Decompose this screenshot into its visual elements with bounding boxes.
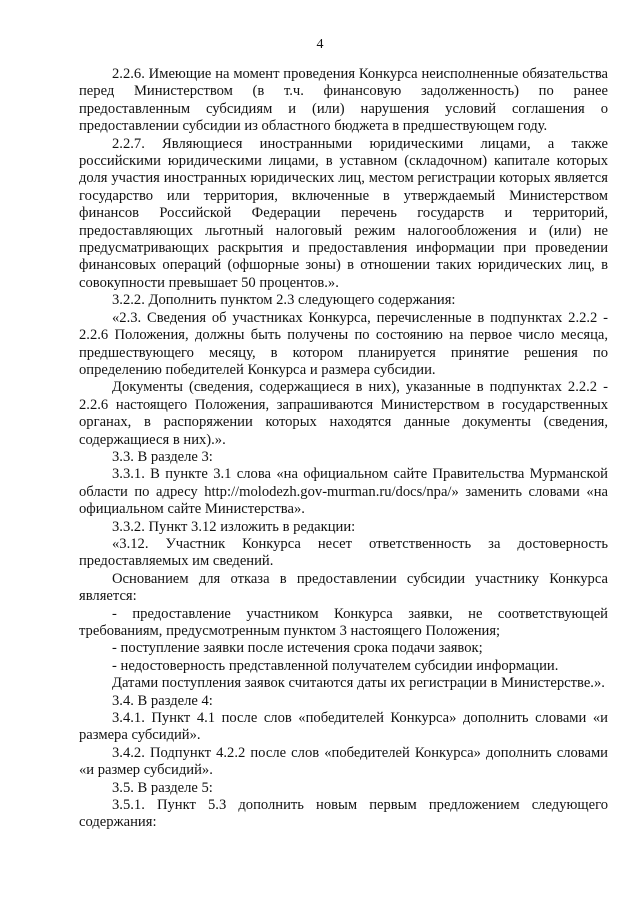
list-item-nonconforming-application: - предоставление участником Конкурса заявки, не соответствующей требованиям, предусмотренным пунктом 3 настоящего Положения;	[79, 605, 608, 639]
paragraph-2-2-7: 2.2.7. Являющиеся иностранными юридическими лицами, а также российскими юридическими лицами, в уставном (складочном) капитале которых доля участия иностранных юридических лиц, местом регистрации которых является государство или территория, включенные в утверждаемый Министерством финансов Российской Федерации перечень государств и территорий, предоставляющих льготный налоговый режим налогообложения и (или) не предусматривающих раскрытия и предоставления информации при проведении финансовых операций (офшорные зоны) в отношении таких юридических лиц, в совокупности превышает 50 процентов.».	[79, 135, 608, 291]
paragraph-2-2-6: 2.2.6. Имеющие на момент проведения Конкурса неисполненные обязательства перед Министерством (в т.ч. финансовую задолженность) по ранее предоставленным субсидиям и (или) нарушения условий соглашения о предоставлении субсидии из областного бюджета в предшествующем году.	[79, 66, 608, 135]
paragraph-3-4: 3.4. В разделе 4:	[112, 692, 213, 709]
paragraph-3-2-2: 3.2.2. Дополнить пунктом 2.3 следующего содержания:	[112, 292, 456, 309]
paragraph-3-5: 3.5. В разделе 5:	[112, 779, 213, 796]
list-item-inaccurate-info: - недостоверность представленной получателем субсидии информации.	[112, 657, 559, 674]
paragraph-submission-dates: Датами поступления заявок считаются даты их регистрации в Министерстве.».	[112, 675, 605, 692]
paragraph-refusal-grounds: Основанием для отказа в предоставлении субсидии участнику Конкурса является:	[79, 570, 608, 605]
paragraph-3-3: 3.3. В разделе 3:	[112, 448, 213, 465]
document-body	[79, 66, 608, 832]
paragraph-3-3-2: 3.3.2. Пункт 3.12 изложить в редакции:	[112, 518, 356, 535]
paragraph-3-5-1: 3.5.1. Пункт 5.3 дополнить новым первым предложением следующего содержания:	[79, 797, 608, 831]
paragraph-3-4-1: 3.4.1. Пункт 4.1 после слов «победителей Конкурса» дополнить словами «и размера субсидий».	[79, 710, 608, 744]
paragraph-3-3-1: 3.3.1. В пункте 3.1 слова «на официальном сайте Правительства Мурманской области по адресу http://molodezh.gov-murman.ru/docs/npa/» заменить словами «на официальном сайте Министерства».	[79, 466, 608, 518]
paragraph-documents: Документы (сведения, содержащиеся в них), указанные в подпунктах 2.2.2 - 2.2.6 настоящего Положения, запрашиваются Министерством в государственных органах, в распоряжении которых находятся данные документы (сведения, содержащиеся в них).».	[79, 379, 608, 448]
paragraph-3-4-2: 3.4.2. Подпункт 4.2.2 после слов «победителей Конкурса» дополнить словами «и размер субсидий».	[79, 744, 608, 779]
paragraph-3-12: «3.12. Участник Конкурса несет ответственность за достоверность предоставляемых им сведений.	[79, 535, 608, 570]
page-number: 4	[316, 37, 324, 52]
list-item-late-application: - поступление заявки после истечения срока подачи заявок;	[112, 640, 483, 657]
paragraph-2-3: «2.3. Сведения об участниках Конкурса, перечисленные в подпунктах 2.2.2 - 2.2.6 Положения, должны быть получены по состоянию на первое число месяца, предшествующего месяцу, в котором планируется принятие решения по определению победителей Конкурса и размера субсидии.	[79, 309, 608, 378]
